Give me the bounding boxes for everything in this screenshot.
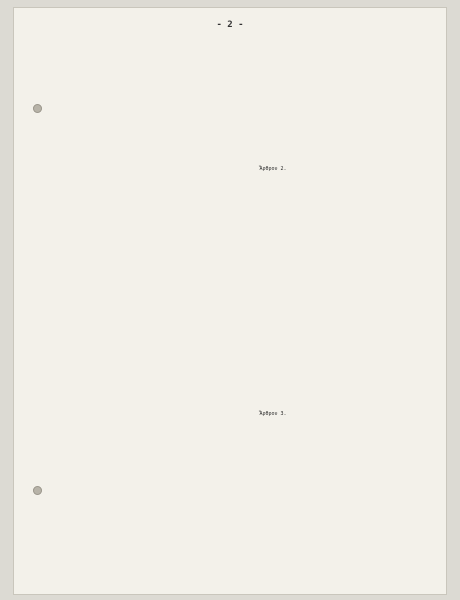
binding-hole xyxy=(33,486,42,495)
binding-hole xyxy=(33,104,42,113)
document-body xyxy=(122,36,424,570)
article-2-heading: Ἄρθρον 2. xyxy=(259,165,287,172)
paragraph-article-3 xyxy=(122,419,424,569)
article-3-heading: Ἄρθρον 3. xyxy=(259,411,287,418)
document-page xyxy=(14,8,446,594)
page-number: - 2 - xyxy=(216,20,244,30)
paragraph-article-1-continuation xyxy=(122,36,424,165)
paragraph-article-2 xyxy=(122,174,424,410)
